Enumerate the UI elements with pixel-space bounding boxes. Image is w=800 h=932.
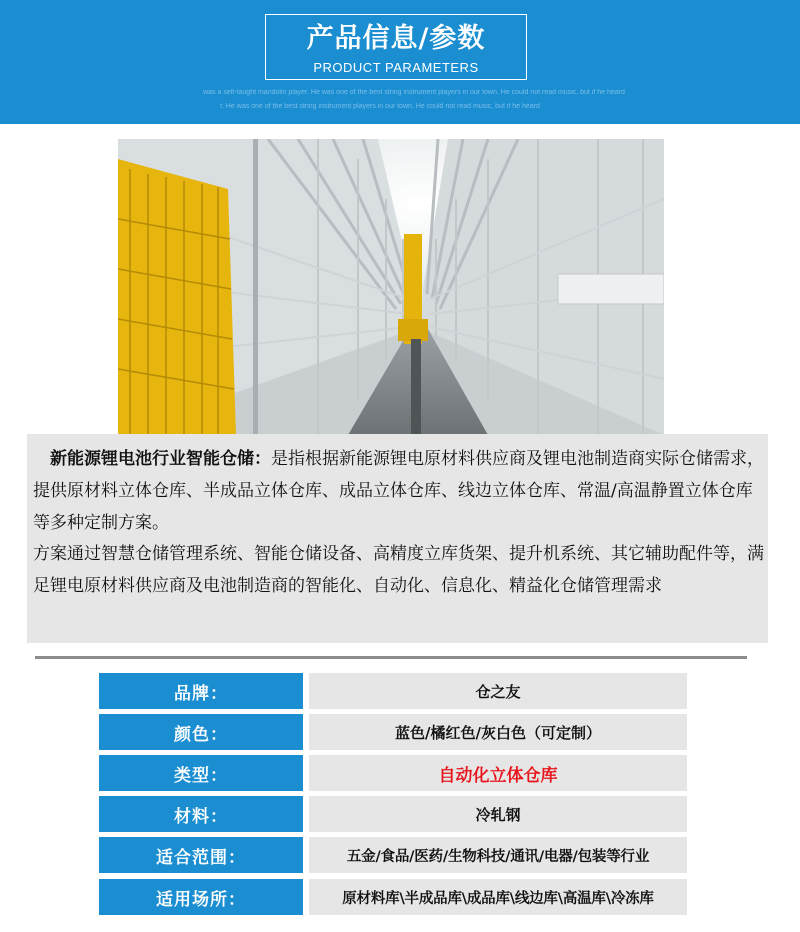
param-label: 颜色： [99,714,303,750]
param-value: 冷轧钢 [309,796,687,832]
description-paragraph-1 [33,444,764,539]
param-value: 蓝色/橘红色/灰白色（可定制） [309,714,687,750]
decorative-tagline: r. He was one of the best string instrument players in our town. He could not read music, but if he heard [220,103,540,110]
decorative-tagline: was a self-taught mandolin player. He was one of the best string instrument players in our town. He could not read music, but if he heard [203,89,625,96]
param-row-color [99,714,687,750]
param-label: 适合范围： [99,837,303,873]
param-value: 原材料库\半成品库\成品库\线边库\高温库\冷冻库 [309,879,687,915]
description-paragraph-2: 方案通过智慧仓储管理系统、智能仓储设备、高精度立库货架、提升机系统、其它辅助配件等，满足锂电原材料供应商及电池制造商的智能化、自动化、信息化、精益化仓储管理需求 [33,544,764,597]
param-value: 仓之友 [309,673,687,709]
param-value: 自动化立体仓库 [309,755,687,791]
description-lead: 新能源锂电池行业智能仓储： [50,449,271,469]
header-banner [0,0,800,124]
param-row-venues [99,879,687,915]
description-text-1: 是指根据新能源锂电原材料供应商及锂电池制造商实际仓储需求，提供原材料立体仓库、半成品立体仓库、成品立体仓库、线边立体仓库、常温/高温静置立体仓库等多种定制方案。 [33,449,764,533]
divider [35,656,747,659]
param-row-type [99,755,687,791]
warehouse-photo [118,139,664,435]
param-label: 类型： [99,755,303,791]
section-subtitle: PRODUCT PARAMETERS [313,60,479,75]
param-row-scope [99,837,687,873]
title-box [265,14,527,80]
section-title: 产品信息/参数 [306,23,486,54]
param-value: 五金/食品/医药/生物科技/通讯/电器/包装等行业 [309,837,687,873]
param-label: 适用场所： [99,879,303,915]
param-row-material [99,796,687,832]
param-label: 品牌： [99,673,303,709]
description-panel [27,434,768,643]
param-row-brand [99,673,687,709]
param-label: 材料： [99,796,303,832]
